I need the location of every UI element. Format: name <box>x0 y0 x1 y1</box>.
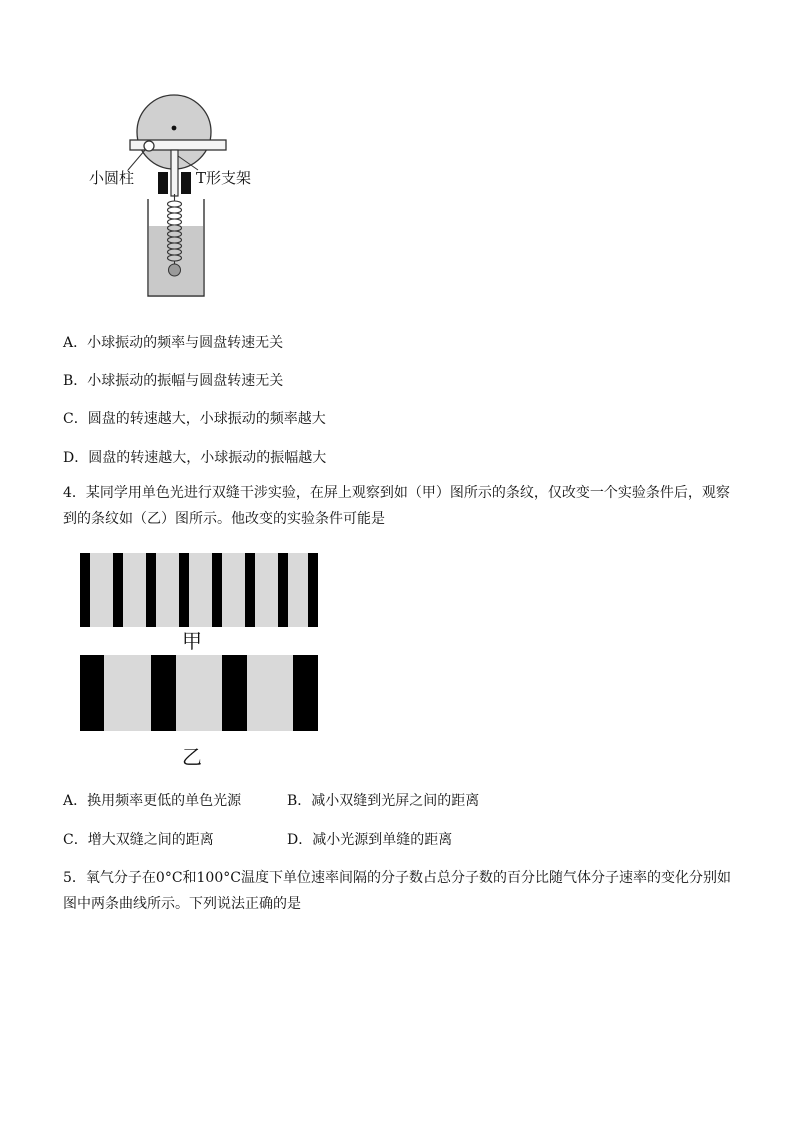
q4-option-d: D．减小光源到单缝的距离 <box>287 832 453 848</box>
oscillator-figure <box>80 88 280 303</box>
label-small-cylinder: 小圆柱 <box>89 169 135 187</box>
q4-option-c: C．增大双缝之间的距离 <box>63 832 214 848</box>
q4-stem: 4．某同学用单色光进行双缝干涉实验，在屏上观察到如（甲）图所示的条纹，仅改变一个实验条件后，观察到的条纹如（乙）图所示。他改变的实验条件可能是 <box>63 485 730 527</box>
fringe-pattern-jia <box>80 553 318 627</box>
caption-jia: 甲 <box>182 629 202 653</box>
guide-right <box>181 172 191 194</box>
fringe-pattern-yi <box>80 655 318 731</box>
ball <box>169 264 181 276</box>
q3-option-d: D．圆盘的转速越大，小球振动的振幅越大 <box>63 450 327 466</box>
t-frame-rod <box>171 150 178 196</box>
disk-center-dot <box>172 126 177 131</box>
guide-left <box>158 172 168 194</box>
label-t-frame: T形支架 <box>196 169 252 187</box>
caption-yi: 乙 <box>182 745 202 769</box>
small-cylinder <box>144 141 154 151</box>
q3-option-b: B．小球振动的振幅与圆盘转速无关 <box>63 373 284 389</box>
q5-stem: 5．氧气分子在0°C和100°C温度下单位速率间隔的分子数占总分子数的百分比随气体分子速率的变化分别如图中两条曲线所示。下列说法正确的是 <box>63 870 731 912</box>
q4-option-a: A．换用频率更低的单色光源 <box>63 793 242 809</box>
q3-option-a: A．小球振动的频率与圆盘转速无关 <box>63 335 284 351</box>
q4-option-b: B．减小双缝到光屏之间的距离 <box>287 793 480 809</box>
q3-option-c: C．圆盘的转速越大，小球振动的频率越大 <box>63 411 326 427</box>
